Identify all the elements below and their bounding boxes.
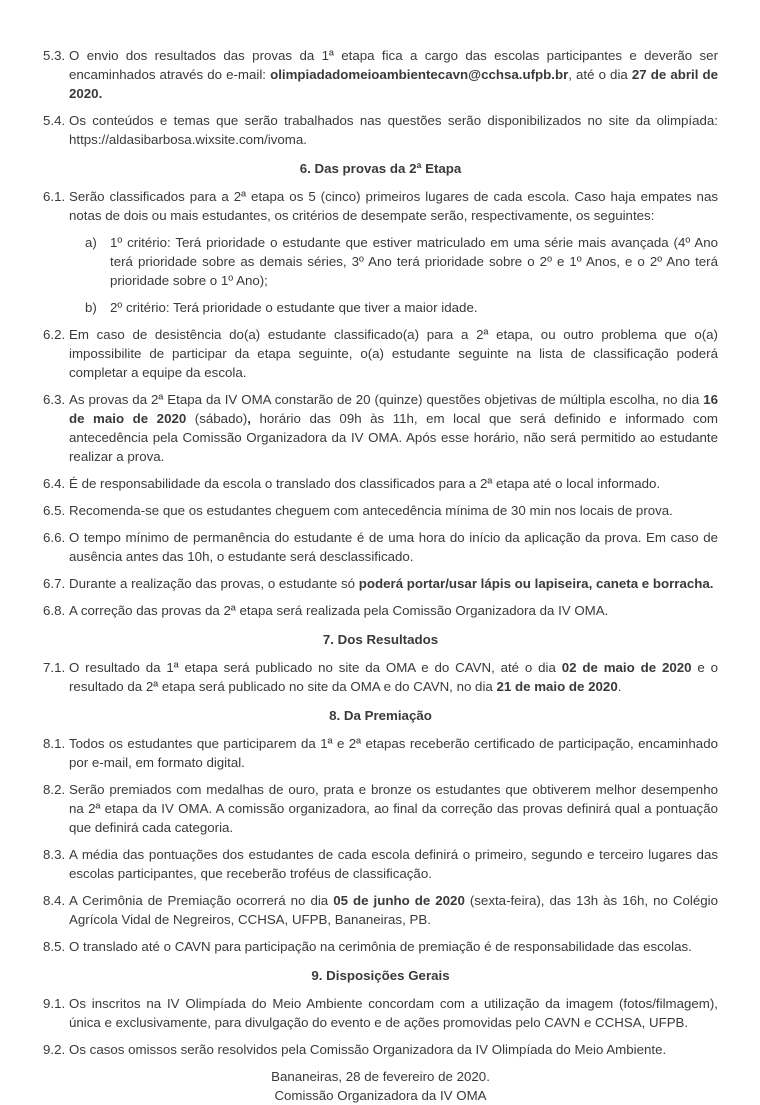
item-number: 6.7. [43, 576, 66, 591]
item-9-1 [43, 994, 718, 1032]
text-segment: Os inscritos na IV Olimpíada do Meio Ambiente concordam com a utilização da imagem (fotos/filmagem), única e exclusivamente, para divulgação do evento e de ações promovidas pelo CAVN e CCHSA, UFPB. [69, 996, 718, 1030]
stage1-results-date: 02 de maio de 2020 [561, 660, 692, 675]
item-number: 6.1. [43, 189, 66, 204]
award-ceremony-date: 05 de junho de 2020 [333, 893, 465, 908]
item-6-2 [43, 325, 718, 382]
item-number: 8.5. [43, 939, 66, 954]
text-segment: Bananeiras, 28 de fevereiro de 2020. [271, 1069, 490, 1084]
item-8-4 [43, 891, 718, 929]
heading-section-6 [43, 159, 718, 178]
item-number: 5.3. [43, 48, 66, 63]
text-segment: Todos os estudantes que participarem da 1ª e 2ª etapas receberão certificado de participação, encaminhado por e-mail, em formato digital. [69, 736, 718, 770]
contact-email: olimpiadadomeioambientecavn@cchsa.ufpb.br [270, 67, 569, 82]
heading-section-9 [43, 966, 718, 985]
text-segment: A média das pontuações dos estudantes de cada escola definirá o primeiro, segundo e terceiro lugares das escolas participantes, que receberão troféus de classificação. [69, 847, 718, 881]
item-6-1 [43, 187, 718, 225]
item-number: 6.2. [43, 327, 66, 342]
subitem-6-1-a [85, 233, 718, 290]
item-6-4 [43, 474, 718, 493]
text-segment: É de responsabilidade da escola o translado dos classificados para a 2ª etapa até o local informado. [69, 476, 661, 491]
text-segment: . [303, 132, 307, 147]
heading-section-7 [43, 630, 718, 649]
text-segment: 7. Dos Resultados [322, 632, 439, 647]
text-segment: 1º critério: Terá prioridade o estudante que estiver matriculado em uma série mais avançada (4º Ano terá prioridade sobre as demais séries, 3º Ano terá prioridade sobre o 2º e 1º Anos, e o 2º Ano terá prioridade sobre o 1º Ano); [110, 235, 718, 288]
item-8-1 [43, 734, 718, 772]
text-segment: Os conteúdos e temas que serão trabalhados nas questões serão disponibilizados no site da olimpíada: [69, 113, 718, 128]
item-number: 6.3. [43, 392, 66, 407]
text-segment: poderá portar/usar lápis ou lapiseira, caneta e borracha. [358, 576, 714, 591]
text-segment: O translado até o CAVN para participação na cerimônia de premiação é de responsabilidade das escolas. [69, 939, 692, 954]
text-segment: Recomenda-se que os estudantes cheguem com antecedência mínima de 30 min nos locais de prova. [69, 503, 673, 518]
text-segment: Serão premiados com medalhas de ouro, prata e bronze os estudantes que obtiverem melhor desempenho na 2ª etapa da IV OMA. A comissão organizadora, ao final da correção das provas definirá qual a pontuação que definirá cada categoria. [69, 782, 718, 835]
text-segment: Comissão Organizadora da IV OMA [274, 1088, 487, 1103]
stage1-deadline-date: 27 de abril de 2020 [69, 67, 718, 101]
text-segment: Em caso de desistência do(a) estudante classificado(a) para a 2ª etapa, ou outro problema que o(a) impossibilite de participar da etapa seguinte, o(a) estudante seguinte na lista de classificação poderá completar a equipe da escola. [69, 327, 718, 380]
item-number: 6.6. [43, 530, 66, 545]
stage2-results-date: 21 de maio de 2020 [496, 679, 618, 694]
text-segment: O resultado da 1ª etapa será publicado no site da OMA e do CAVN, até o dia [69, 660, 562, 675]
item-number: 8.3. [43, 847, 66, 862]
text-segment: e o resultado da 2ª etapa será publicado no site da OMA e do CAVN, no dia [69, 660, 718, 694]
text-segment: . [617, 679, 622, 694]
text-segment: 2º critério: Terá prioridade o estudante que tiver a maior idade. [110, 300, 478, 315]
text-segment: 6. Das provas da 2ª Etapa [299, 161, 462, 176]
item-number: 8.2. [43, 782, 66, 797]
item-6-6 [43, 528, 718, 566]
text-segment: Serão classificados para a 2ª etapa os 5 (cinco) primeiros lugares de cada escola. Caso haja empates nas notas de dois ou mais estudantes, os critérios de desempate serão, respectivamente, os seguintes: [69, 189, 718, 223]
text-segment: , até o dia [568, 67, 632, 82]
heading-section-8 [43, 706, 718, 725]
footer-place-date [43, 1067, 718, 1086]
subitem-6-1-b [85, 298, 718, 317]
item-6-7 [43, 574, 718, 593]
text-segment: (sábado) [186, 411, 248, 426]
document-body [43, 46, 718, 1105]
text-segment: (sexta-feira), das 13h às 16h, no Colégio Agrícola Vidal de Negreiros, CCHSA, UFPB, Bananeiras, PB. [69, 893, 718, 927]
item-number: a) [85, 235, 97, 250]
item-number: 8.4. [43, 893, 66, 908]
item-number: 9.1. [43, 996, 66, 1011]
footer-signature [43, 1086, 718, 1105]
text-segment: O tempo mínimo de permanência do estudante é de uma hora do início da aplicação da prova. Em caso de ausência antes das 10h, o estudante será desclassificado. [69, 530, 718, 564]
item-5-3 [43, 46, 718, 103]
item-8-2 [43, 780, 718, 837]
olympiad-site-url: https://aldasibarbosa.wixsite.com/ivoma [69, 132, 304, 147]
text-segment: 9. Disposições Gerais [311, 968, 450, 983]
text-segment: O envio dos resultados das provas da 1ª etapa fica a cargo das escolas participantes e deverão ser encaminhados através do e-mail: [69, 48, 718, 82]
item-number: b) [85, 300, 97, 315]
text-segment: As provas da 2ª Etapa da IV OMA constarão de 20 (quinze) questões objetivas de múltipla escolha, no dia [69, 392, 704, 407]
text-segment: A Cerimônia de Premiação ocorrerá no dia [69, 893, 334, 908]
item-number: 6.8. [43, 603, 66, 618]
item-5-4 [43, 111, 718, 149]
text-segment: 8. Da Premiação [329, 708, 432, 723]
item-6-3 [43, 390, 718, 466]
item-number: 7.1. [43, 660, 66, 675]
item-number: 6.4. [43, 476, 66, 491]
item-6-5 [43, 501, 718, 520]
text-segment: Durante a realização das provas, o estudante só [69, 576, 359, 591]
stage2-exam-date: 16 de maio de 2020 [69, 392, 718, 426]
text-segment: A correção das provas da 2ª etapa será realizada pela Comissão Organizadora da IV OMA. [69, 603, 609, 618]
text-segment: Os casos omissos serão resolvidos pela Comissão Organizadora da IV Olimpíada do Meio Ambiente. [69, 1042, 667, 1057]
item-number: 5.4. [43, 113, 66, 128]
item-number: 8.1. [43, 736, 66, 751]
item-9-2 [43, 1040, 718, 1059]
item-8-3 [43, 845, 718, 883]
item-7-1 [43, 658, 718, 696]
item-number: 6.5. [43, 503, 66, 518]
item-number: 9.2. [43, 1042, 66, 1057]
item-8-5 [43, 937, 718, 956]
item-6-8 [43, 601, 718, 620]
text-segment: , [247, 411, 251, 426]
text-segment: horário das 09h às 11h, em local que será definido e informado com antecedência pela Comissão Organizadora da IV OMA. Após esse horário, não será permitido ao estudante realizar a prova. [69, 411, 718, 464]
text-segment: . [98, 86, 103, 101]
